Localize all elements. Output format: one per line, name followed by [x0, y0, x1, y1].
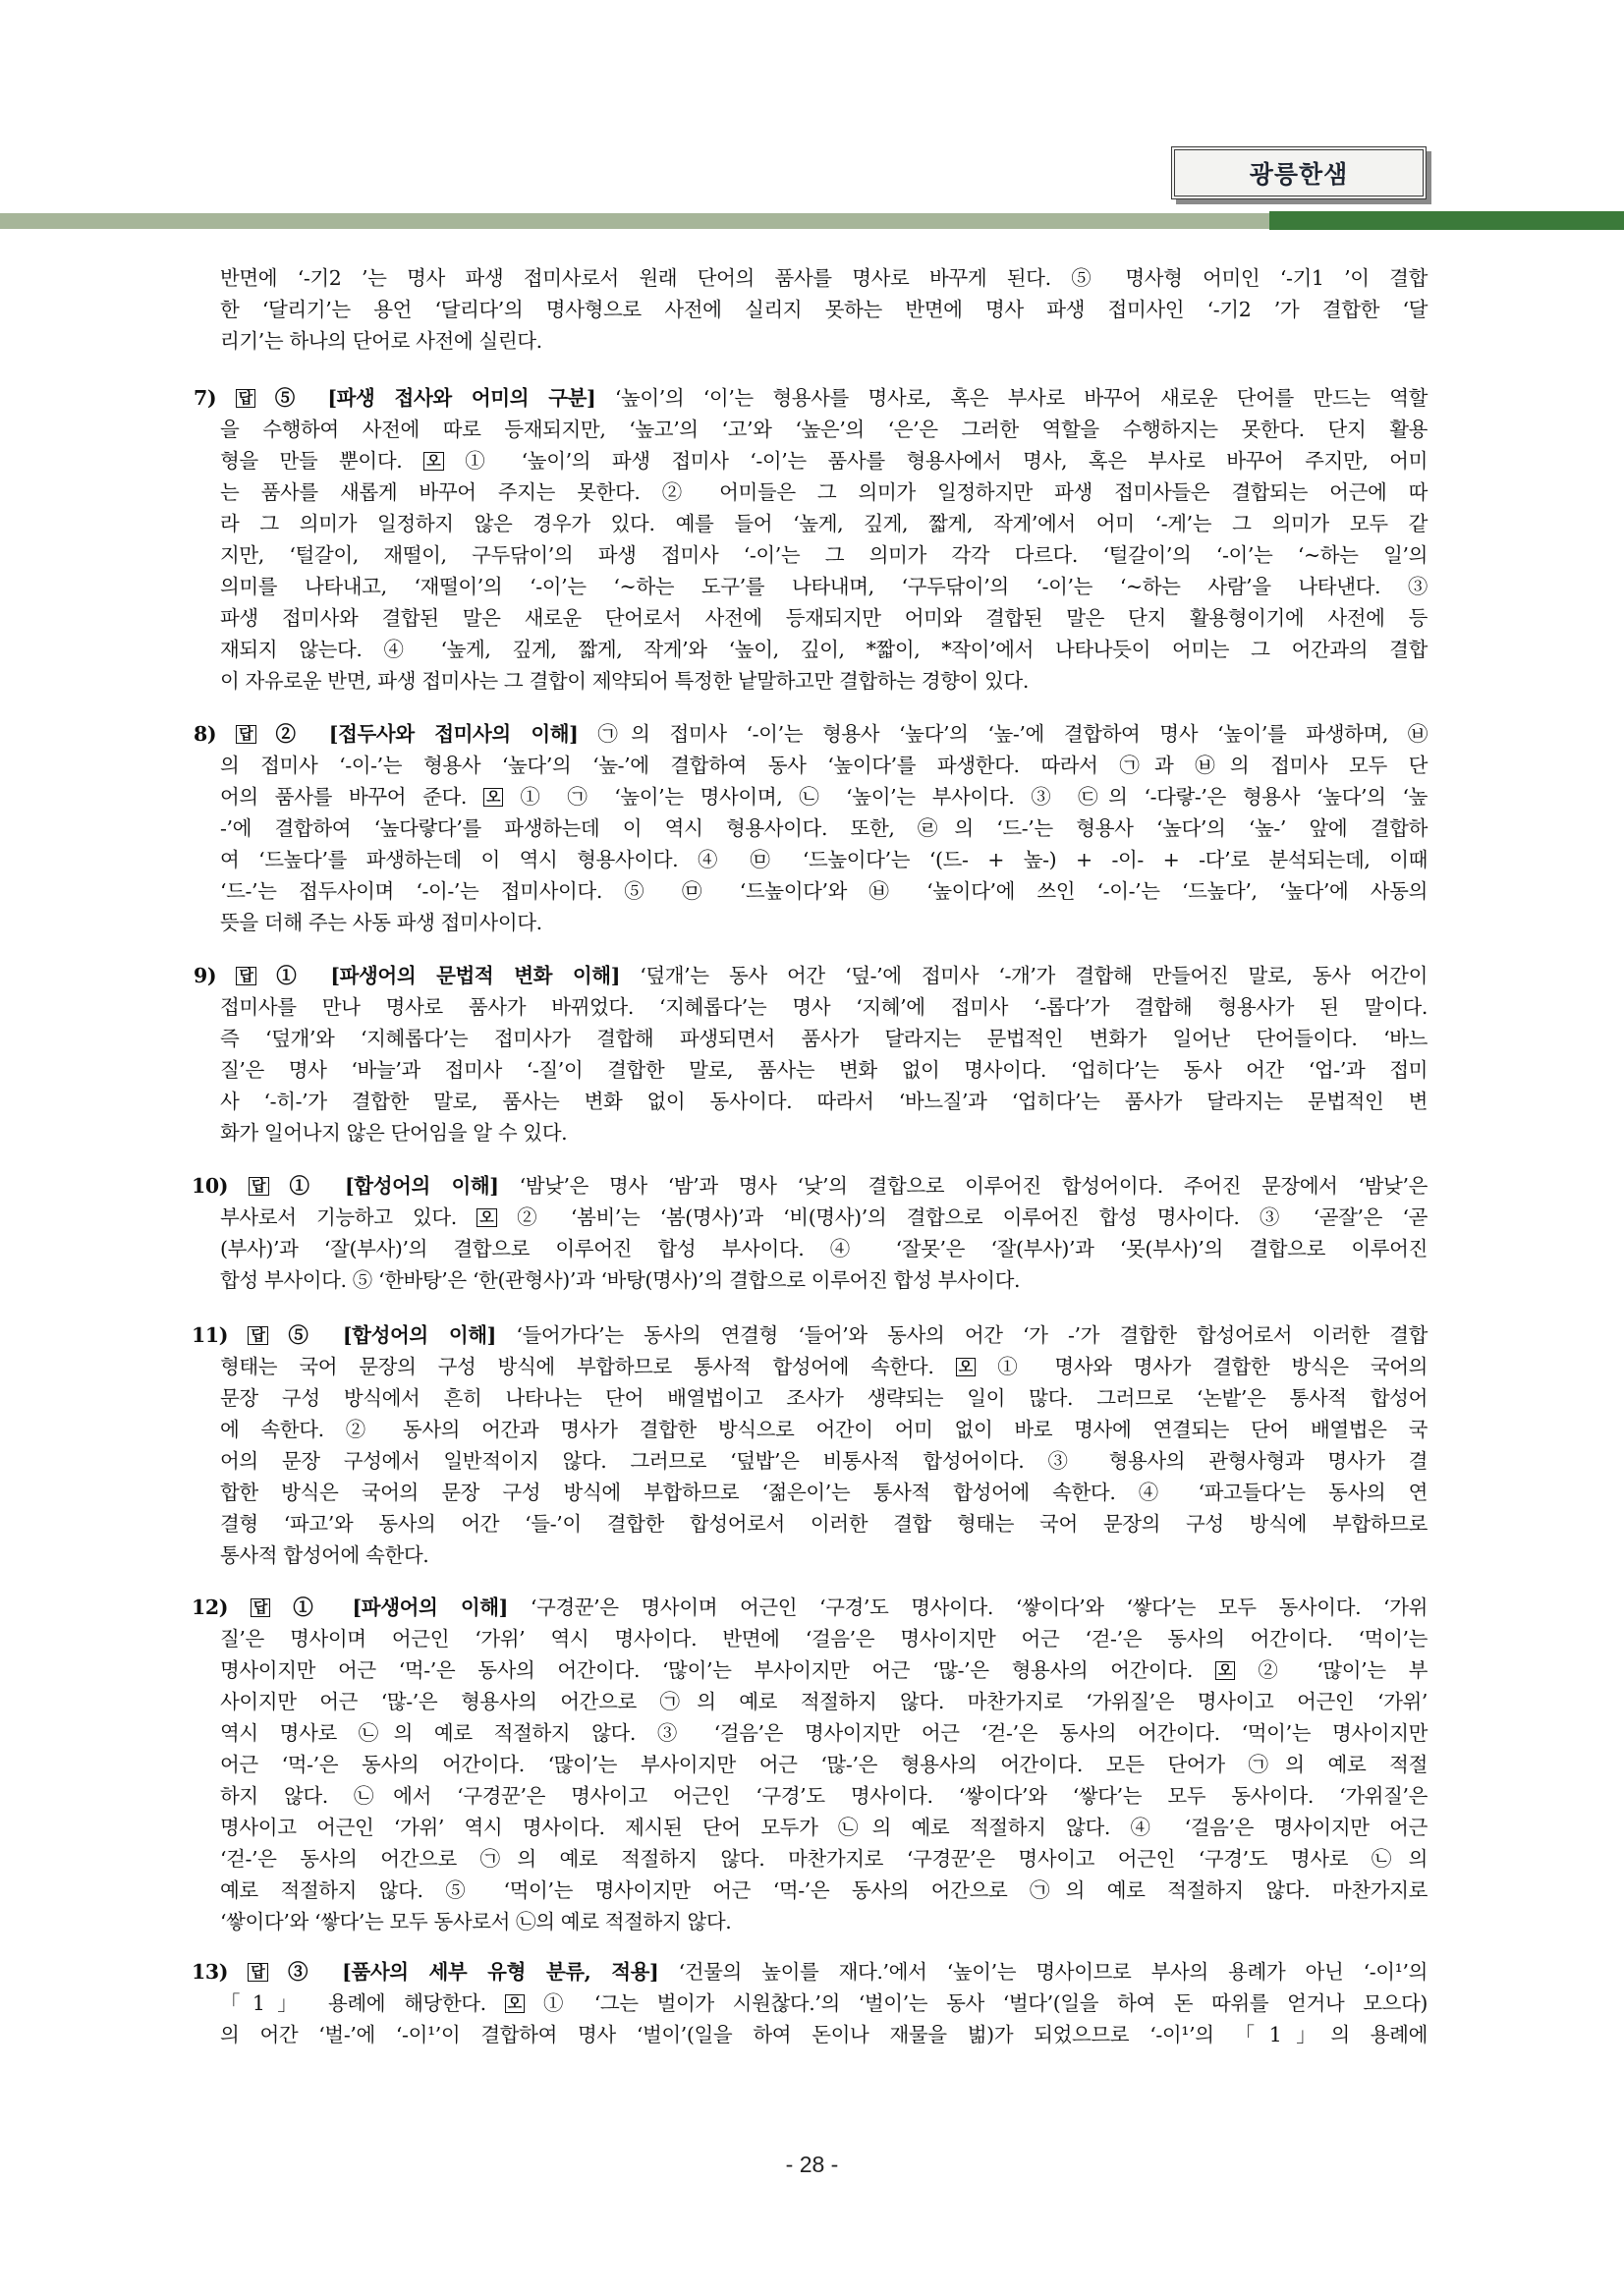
text-line — [220, 1508, 1428, 1540]
text-line — [220, 508, 1428, 539]
text-run — [228, 1323, 248, 1347]
text-line — [220, 1054, 1428, 1086]
paragraph-continued — [220, 262, 1428, 357]
text-run: 사 ‘-히-’가 결합한 말로, 품사는 변화 없이 동사이다. 따라서 ‘바느질’과 ‘업히다’는 품사가 달라지는 문법적인 변 — [220, 1090, 1428, 1113]
text-run: 명사이지만 어근 ‘먹-’은 동사의 어간이다. ‘많이’는 부사이지만 어근 ‘많-’은 형용사의 어간이다. — [220, 1658, 1215, 1682]
answer-item-8 — [194, 718, 1428, 938]
text-line — [220, 2019, 1428, 2050]
text-line — [220, 1749, 1428, 1780]
header-rule-light — [0, 213, 1269, 229]
text-run: 형태는 국어 문장의 구성 방식에 부합하므로 통사적 합성어에 속한다. — [220, 1355, 956, 1378]
text-run: 한 ‘달리기’는 용언 ‘달리다’의 명사형으로 사전에 실리지 못하는 반면에 명사 파생 접미사인 ‘-기2 ’가 결합한 ‘달 — [220, 298, 1428, 321]
text-run: 뜻을 더해 주는 사동 파생 접미사이다. — [220, 911, 542, 934]
text-run: 지만, ‘털갈이, 재떨이, 구두닦이’의 파생 접미사 ‘-이’는 그 의미가 각각 다르다. ‘털갈이’의 ‘-이’는 ‘~하는 일’의 — [220, 543, 1428, 567]
explanation-mark: 오 — [505, 1994, 526, 2013]
text-run: 하지 않다. ㉡에서 ‘구경꾼’은 명사이고 어근인 ‘구경’도 명사이다. ‘쌓이다’와 ‘쌓다’는 모두 동사이다. ‘가위질’은 — [220, 1784, 1428, 1808]
text-run: 이 자유로운 반면, 파생 접미사는 그 결합이 제약되어 특정한 낱말하고만 결합하는 경향이 있다. — [220, 669, 1029, 693]
text-run: 는 품사를 새롭게 바꾸어 주지는 못한다. ② 어미들은 그 의미가 일정하지만 파생 접미사들은 결합되는 어근에 따 — [220, 480, 1428, 504]
text-run: 부사로서 기능하고 있다. — [220, 1205, 477, 1229]
text-run: 명사이고 어근인 ‘가위’ 역시 명사이다. 제시된 단어 모두가 ㉡의 예로 적절하지 않다. ④ ‘걸음’은 명사이지만 어근 — [220, 1816, 1428, 1839]
text-line — [192, 1592, 1428, 1623]
text-line — [220, 1843, 1428, 1875]
text-run: 어의 품사를 바꾸어 준다. — [220, 785, 483, 809]
page-number: - 28 - — [785, 2152, 839, 2177]
item-heading: ⑤ [합성어의 이해] — [288, 1323, 496, 1347]
answer-mark: 답 — [236, 389, 256, 408]
text-line — [220, 634, 1428, 665]
answer-item-13 — [192, 1956, 1428, 2050]
text-run: (부사)’과 ‘잘(부사)’의 결합으로 이루어진 합성 부사이다. ④ ‘잘못’은 ‘잘(부사)’과 ‘못(부사)’의 결합으로 이루어진 — [220, 1237, 1428, 1260]
text-line — [220, 1086, 1428, 1117]
item-heading: ② [접두사와 접미사의 이해] — [275, 722, 579, 746]
answer-item-7 — [194, 382, 1428, 697]
text-line — [220, 1654, 1428, 1686]
answer-mark: 답 — [236, 967, 256, 985]
text-run: ‘건물의 높이를 재다.’에서 ‘높이’는 명사이므로 부사의 용례가 아닌 ‘-이¹’의 — [658, 1960, 1428, 1984]
explanation-mark: 오 — [483, 788, 504, 807]
text-line — [192, 1956, 1428, 1988]
text-line — [192, 1170, 1428, 1202]
text-line — [220, 414, 1428, 445]
text-line — [220, 602, 1428, 634]
text-run: ① ‘높이’의 파생 접미사 ‘-이’는 품사를 형용사에서 명사, 혹은 부사로 바꾸어 주지만, 어미 — [443, 449, 1428, 473]
text-line — [220, 750, 1428, 781]
text-line — [192, 1319, 1428, 1351]
answer-item-9 — [194, 960, 1428, 1148]
text-run — [216, 386, 236, 410]
text-run — [269, 1174, 290, 1198]
text-line — [220, 571, 1428, 602]
text-line — [194, 718, 1428, 750]
text-line — [220, 1117, 1428, 1148]
text-line — [220, 1445, 1428, 1477]
item-heading: 8) — [194, 722, 217, 746]
text-run: ‘들어가다’는 동사의 연결형 ‘들어’와 동사의 어간 ‘가 -’가 결합한 합성어로서 이러한 결합 — [495, 1323, 1428, 1347]
text-run: 의 접미사 ‘-이-’는 형용사 ‘높다’의 ‘높-’에 결합하여 동사 ‘높이다’를 파생한다. 따라서 ㉠과 ㉥의 접미사 모두 단 — [220, 754, 1428, 777]
text-run: 접미사를 만나 명사로 품사가 바뀌었다. ‘지혜롭다’는 명사 ‘지혜’에 접미사 ‘-롭다’가 결합해 형용사가 된 말이다. — [220, 995, 1428, 1019]
text-run: 「1」 용례에 해당한다. — [220, 1991, 505, 2015]
answer-item-11 — [192, 1319, 1428, 1571]
header-rule-dark — [1269, 211, 1624, 230]
text-run: ‘밤낮’은 명사 ‘밤’과 명사 ‘낮’의 결합으로 이루어진 합성어이다. 주어진 문장에서 ‘밤낮’은 — [498, 1174, 1428, 1198]
text-run: ㉠의 접미사 ‘-이’는 형용사 ‘높다’의 ‘높-’에 결합하여 명사 ‘높이’를 파생하며, ㉥ — [578, 722, 1428, 746]
text-run: 역시 명사로 ㉡의 예로 적절하지 않다. ③ ‘걸음’은 명사이지만 어근 ‘걷-’은 동사의 어간이다. ‘먹이’는 명사이지만 — [220, 1721, 1428, 1745]
item-heading: ⑤ [파생 접사와 어미의 구분] — [274, 386, 596, 410]
explanation-mark: 오 — [1215, 1661, 1236, 1680]
text-run: 라 그 의미가 일정하지 않은 경우가 있다. 예를 들어 ‘높게, 깊게, 짧게, 작게’에서 어미 ‘-게’는 그 의미가 모두 같 — [220, 512, 1428, 535]
text-line — [220, 1988, 1428, 2019]
text-run: 파생 접미사와 결합된 말은 새로운 단어로서 사전에 등재되지만 어미와 결합된 말은 단지 활용형이기에 사전에 등 — [220, 606, 1428, 630]
text-line — [220, 325, 1428, 357]
item-heading: 10) — [192, 1174, 229, 1198]
answer-mark: 답 — [248, 1326, 268, 1345]
text-line — [220, 1717, 1428, 1749]
text-run: ① ‘그는 벌이가 시원찮다.’의 ‘벌이’는 동사 ‘벌다’(일을 하여 돈 따위를 얻거나 모으다) — [525, 1991, 1428, 2015]
text-run — [268, 1960, 288, 1984]
text-run: 질’은 명사이며 어근인 ‘가위’ 역시 명사이다. 반면에 ‘걸음’은 명사이지만 어근 ‘걷-’은 동사의 어간이다. ‘먹이’는 — [220, 1627, 1428, 1651]
text-run — [216, 964, 236, 987]
item-heading: ① [합성어의 이해] — [289, 1174, 499, 1198]
text-line — [220, 1906, 1428, 1937]
text-run: 반면에 ‘-기2 ’는 명사 파생 접미사로서 원래 단어의 품사를 명사로 바꾸게 된다. ⑤ 명사형 어미인 ‘-기1 ’이 결합 — [220, 266, 1428, 290]
text-run: 사이지만 어근 ‘많-’은 형용사의 어간으로 ㉠의 예로 적절하지 않다. 마찬가지로 ‘가위질’은 명사이고 어근인 ‘가위’ — [220, 1690, 1428, 1713]
text-run: 리기’는 하나의 단어로 사전에 실린다. — [220, 329, 542, 353]
text-run: ① ㉠ ‘높이’는 명사이며, ㉡ ‘높이’는 부사이다. ③ ㉢의 ‘-다랗-’은 형용사 ‘높다’의 ‘높 — [503, 785, 1428, 809]
text-line — [220, 1351, 1428, 1382]
text-line — [220, 539, 1428, 571]
text-run: 을 수행하여 사전에 따로 등재되지만, ‘높고’의 ‘고’와 ‘높은’의 ‘은’은 그러한 역할을 수행하지는 못한다. 단지 활용 — [220, 418, 1428, 441]
text-run: 통사적 합성어에 속한다. — [220, 1543, 429, 1567]
item-heading: 7) — [194, 386, 217, 410]
text-run — [228, 1174, 249, 1198]
answer-mark: 답 — [236, 725, 256, 744]
text-run: 합성 부사이다. ⑤ ‘한바탕’은 ‘한(관형사)’과 ‘바탕(명사)’의 결합으로 이루어진 합성 부사이다. — [220, 1268, 1021, 1292]
text-run: ‘구경꾼’은 명사이며 어근인 ‘구경’도 명사이다. ‘쌓이다’와 ‘쌓다’는 모두 동사이다. ‘가위 — [507, 1596, 1428, 1619]
text-line — [220, 1477, 1428, 1508]
text-run: 합한 방식은 국어의 문장 구성 방식에 부합하므로 ‘젊은이’는 통사적 합성어에 속한다. ④ ‘파고들다’는 동사의 연 — [220, 1481, 1428, 1504]
answer-mark: 답 — [251, 1598, 271, 1617]
text-run: ‘드-’는 접두사이며 ‘-이-’는 접미사이다. ⑤ ㉤ ‘드높이다’와 ㉥ ‘높이다’에 쓰인 ‘-이-’는 ‘드높다’, ‘높다’에 사동의 — [220, 879, 1428, 903]
text-line — [220, 1202, 1428, 1233]
answer-mark: 답 — [248, 1963, 268, 1982]
text-run — [256, 722, 276, 746]
publisher-name: 광릉한샘 — [1249, 161, 1349, 189]
text-run: ‘덮개’는 동사 어간 ‘덮-’에 접미사 ‘-개’가 결합해 만들어진 말로, 동사 어간이 — [620, 964, 1428, 987]
text-run: 예로 적절하지 않다. ⑤ ‘먹이’는 명사이지만 어근 ‘먹-’은 동사의 어간으로 ㉠의 예로 적절하지 않다. 마찬가지로 — [220, 1878, 1428, 1902]
text-run: ② ‘봄비’는 ‘봄(명사)’과 ‘비(명사)’의 결합으로 이루어진 합성 명사이다. ③ ‘곧잘’은 ‘곧 — [496, 1205, 1428, 1229]
text-line — [220, 781, 1428, 812]
text-run — [270, 1596, 293, 1619]
text-run: -’에 결합하여 ‘높다랗다’를 파생하는데 이 역시 형용사이다. 또한, ㉣의 ‘드-’는 형용사 ‘높다’의 ‘높-’ 앞에 결합하 — [220, 816, 1428, 840]
answer-mark: 답 — [249, 1177, 269, 1196]
text-run: ② ‘많이’는 부 — [1235, 1658, 1428, 1682]
text-line — [220, 665, 1428, 697]
text-line — [220, 844, 1428, 875]
text-run: 의미를 나타내고, ‘재떨이’의 ‘-이’는 ‘~하는 도구’를 나타내며, ‘구두닦이’의 ‘-이’는 ‘~하는 사람’을 나타낸다. ③ — [220, 575, 1428, 598]
text-run — [228, 1960, 248, 1984]
text-line — [220, 1023, 1428, 1054]
text-run: 결형 ‘파고’와 동사의 어간 ‘들-’이 결합한 합성어로서 이러한 결합 형태는 국어 문장의 구성 방식에 부합하므로 — [220, 1512, 1428, 1536]
text-line — [220, 1414, 1428, 1445]
item-heading: ① [파생어의 이해] — [293, 1596, 508, 1619]
text-line — [220, 262, 1428, 294]
text-run: ‘걷-’은 동사의 어간으로 ㉠의 예로 적절하지 않다. 마찬가지로 ‘구경꾼’은 명사이고 어근인 ‘구경’도 명사로 ㉡의 — [220, 1847, 1428, 1871]
text-run: 어근 ‘먹-’은 동사의 어간이다. ‘많이’는 부사이지만 어근 ‘많-’은 형용사의 어간이다. 모든 단어가 ㉠의 예로 적절 — [220, 1753, 1428, 1776]
text-run: 의 어간 ‘벌-’에 ‘-이¹’이 결합하여 명사 ‘벌이’(일을 하여 돈이나 재물을 벎)가 되었으므로 ‘-이¹’의 「1」의 용례에 — [220, 2023, 1428, 2046]
text-line — [220, 1875, 1428, 1906]
text-run — [216, 722, 236, 746]
text-run — [256, 964, 276, 987]
text-run — [228, 1596, 251, 1619]
text-line — [220, 445, 1428, 476]
text-line — [194, 960, 1428, 991]
text-run: 어의 문장 구성에서 일반적이지 않다. 그러므로 ‘덮밥’은 비통사적 합성어이다. ③ 형용사의 관형사형과 명사가 결 — [220, 1449, 1428, 1473]
publisher-badge — [1171, 146, 1427, 199]
item-heading: ① [파생어의 문법적 변화 이해] — [276, 964, 620, 987]
item-heading: 9) — [194, 964, 217, 987]
text-run — [255, 386, 275, 410]
explanation-mark: 오 — [476, 1208, 497, 1227]
text-run: 질’은 명사 ‘바늘’과 접미사 ‘-질’이 결합한 말로, 품사는 변화 없이 명사이다. ‘업히다’는 동사 어간 ‘업-’과 접미 — [220, 1058, 1428, 1082]
text-line — [220, 875, 1428, 907]
item-heading: 11) — [192, 1323, 229, 1347]
answer-item-10 — [192, 1170, 1428, 1296]
item-heading: ③ [품사의 세부 유형 분류, 적용] — [288, 1960, 659, 1984]
answer-item-12 — [192, 1592, 1428, 1937]
text-line — [220, 907, 1428, 938]
text-line — [220, 1233, 1428, 1264]
text-run: 문장 구성 방식에서 흔히 나타나는 단어 배열법이고 조사가 생략되는 일이 많다. 그러므로 ‘논밭’은 통사적 합성어 — [220, 1386, 1428, 1410]
text-run — [268, 1323, 288, 1347]
text-run: 에 속한다. ② 동사의 어간과 명사가 결합한 방식으로 어간이 어미 없이 바로 명사에 연결되는 단어 배열법은 국 — [220, 1418, 1428, 1441]
explanation-mark: 오 — [956, 1358, 977, 1376]
text-line — [220, 476, 1428, 508]
text-line — [194, 382, 1428, 414]
text-run: 여 ‘드높다’를 파생하는데 이 역시 형용사이다. ④ ㉤ ‘드높이다’는 ‘(드- + 높-) + -이- + -다’로 분석되는데, 이때 — [220, 848, 1428, 871]
text-line — [220, 1264, 1428, 1296]
item-heading: 12) — [192, 1596, 229, 1619]
text-line — [220, 1686, 1428, 1717]
text-line — [220, 1623, 1428, 1654]
text-run: 재되지 않는다. ④ ‘높게, 깊게, 짧게, 작게’와 ‘높이, 깊이, *짧이, *작이’에서 나타나듯이 어미는 그 어간과의 결합 — [220, 638, 1428, 661]
text-line — [220, 1812, 1428, 1843]
text-line — [220, 1780, 1428, 1812]
text-line — [220, 1382, 1428, 1414]
text-line — [220, 1540, 1428, 1571]
text-run: ‘높이’의 ‘이’는 형용사를 명사로, 혹은 부사로 바꾸어 새로운 단어를 만드는 역할 — [595, 386, 1428, 410]
text-run: 화가 일어나지 않은 단어임을 알 수 있다. — [220, 1121, 568, 1145]
explanation-mark: 오 — [423, 452, 444, 471]
item-heading: 13) — [192, 1960, 229, 1984]
text-line — [220, 812, 1428, 844]
text-line — [220, 294, 1428, 325]
text-line — [220, 991, 1428, 1023]
text-run: 형을 만들 뿐이다. — [220, 449, 424, 473]
text-run: 즉 ‘덮개’와 ‘지혜롭다’는 접미사가 결합해 파생되면서 품사가 달라지는 문법적인 변화가 일어난 단어들이다. ‘바느 — [220, 1027, 1428, 1050]
text-run: ‘쌓이다’와 ‘쌓다’는 모두 동사로서 ㉡의 예로 적절하지 않다. — [220, 1910, 732, 1933]
text-run: ① 명사와 명사가 결합한 방식은 국어의 — [976, 1355, 1428, 1378]
